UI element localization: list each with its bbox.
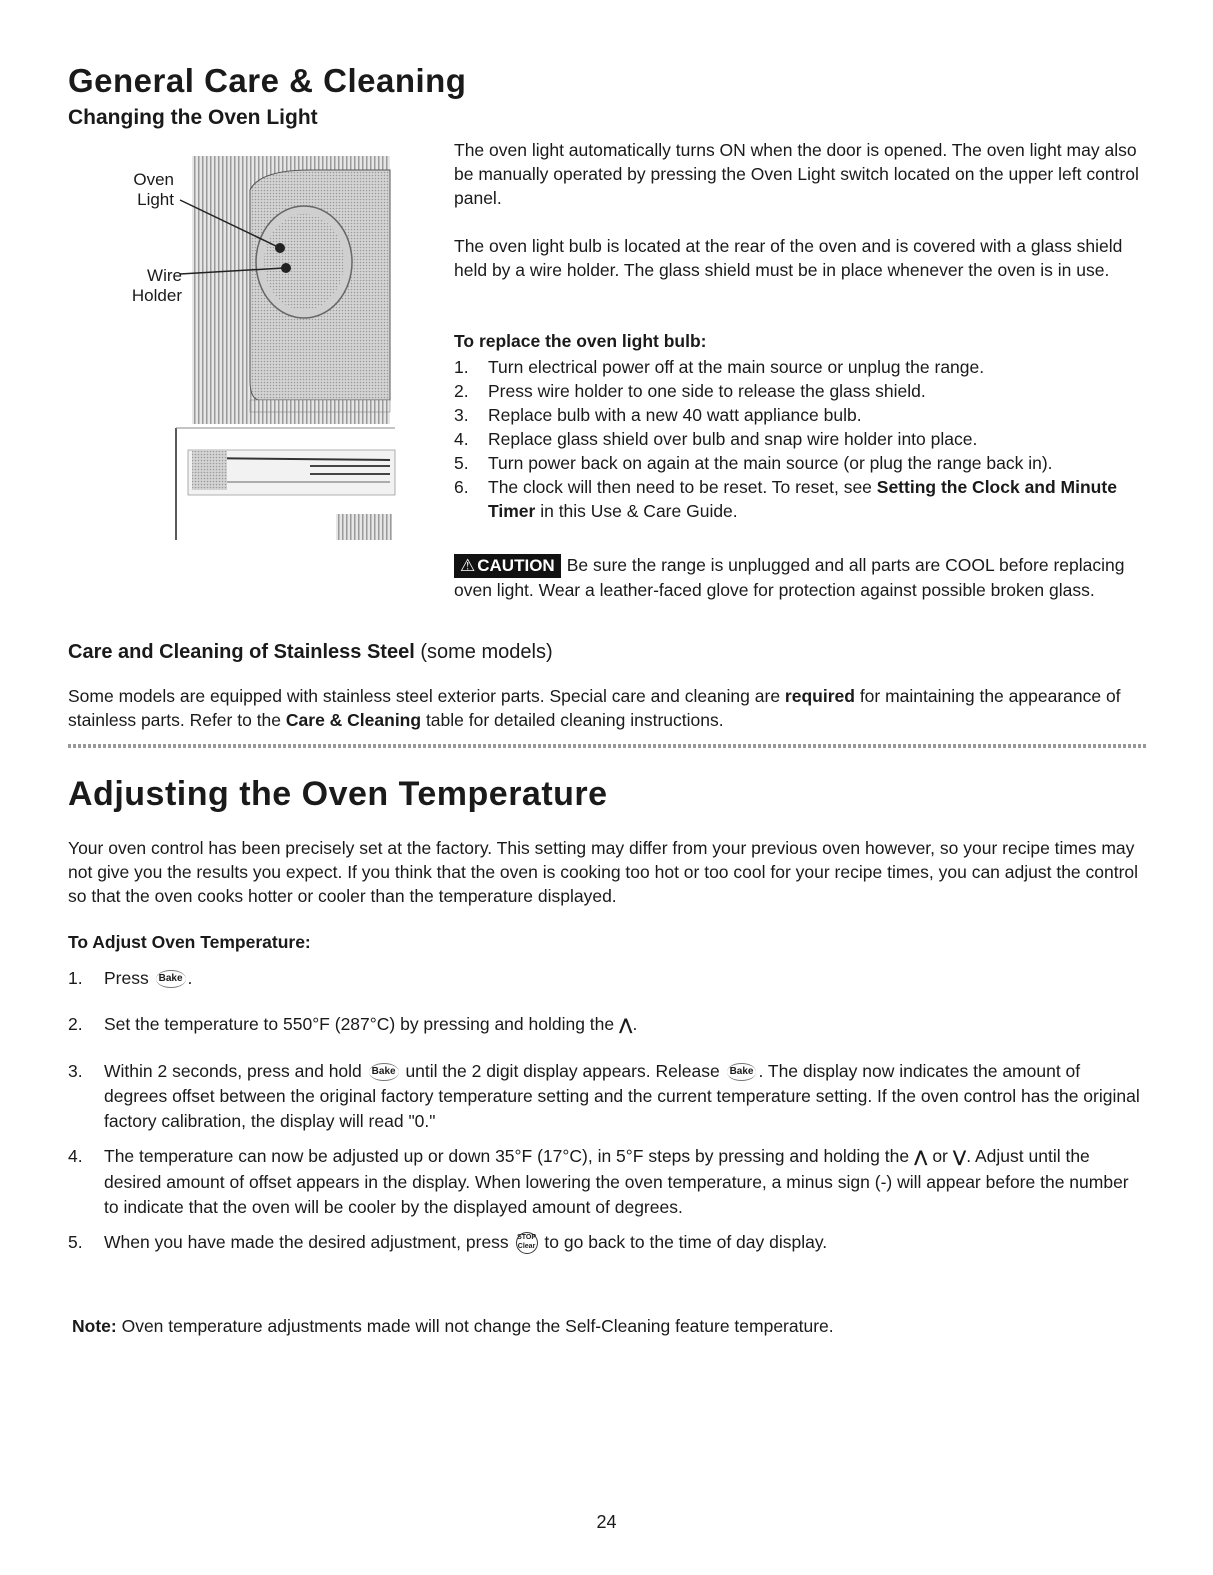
list-item: 6. The clock will then need to be reset. To reset, see Setting the Clock and Minute Timer in this Use & Care Guide.: [454, 477, 1117, 521]
down-arrow-key-icon: ⋁: [952, 1149, 967, 1166]
list-item: 1. Turn electrical power off at the main source or unplug the range.: [454, 357, 985, 377]
wire-holder-label: Wire Holder: [131, 266, 182, 305]
section-subtitle: Changing the Oven Light: [68, 106, 318, 129]
stop-clear-key-icon: STOP Clear: [516, 1232, 538, 1254]
adjust-temperature-steps: [68, 966, 1148, 1255]
oven-temperature-title: Adjusting the Oven Temperature: [68, 775, 608, 813]
list-item: 5. Turn power back on again at the main source (or plug the range back in).: [454, 453, 1053, 473]
list-item: 3. Within 2 seconds, press and hold Bake until the 2 digit display appears. Release Bake . The display now indicates the amount of degrees offset between the original factory temperature setting and the current temperature setting. If the oven control has the original factory calibration, the display will read "0.": [68, 1061, 1140, 1131]
list-item: 5. When you have made the desired adjustment, press STOP Clear to go back to the time of day display.: [68, 1230, 1148, 1255]
caution-badge: ⚠ CAUTION: [454, 554, 561, 578]
bake-key-icon: Bake: [369, 1063, 399, 1081]
oven-light-figure: [110, 150, 400, 542]
list-item: 4. The temperature can now be adjusted up or down 35°F (17°C), in 5°F steps by pressing and holding the ⋀ or ⋁. Adjust until the desired amount of offset appears in the display. When lowering the oven temperature, a minus sign (-) will appear before the number to indicate that the oven will be cooler by the displayed amount of degrees.: [68, 1146, 1129, 1217]
bake-key-icon: Bake: [727, 1063, 757, 1081]
oven-light-bulb-location: The oven light bulb is located at the rear of the oven and is covered with a glass shield held by a wire holder. The glass shield must be in place whenever the oven is in use.: [454, 236, 1123, 280]
warning-icon: ⚠: [460, 556, 476, 575]
up-arrow-key-icon: ⋀: [913, 1149, 928, 1166]
list-item: 1. Press Bake .: [68, 968, 193, 988]
stainless-steel-text: Some models are equipped with stainless steel exterior parts. Special care and cleaning are required for maintaining the appearance of stainless parts. Refer to the Care & Cleaning table for detailed cleaning instructions.: [68, 686, 1121, 730]
oven-temperature-intro: Your oven control has been precisely set at the factory. This setting may differ from your previous oven however, so your recipe times may not give you the results you expect. If you think that the oven is cooking too hot or too cool for your recipe times, you can adjust the control so that the oven cooks hotter or cooler than the temperature displayed.: [68, 838, 1139, 906]
adjust-temperature-heading: To Adjust Oven Temperature:: [68, 932, 311, 952]
oven-light-label: Oven Light: [133, 170, 174, 209]
bake-key-icon: Bake: [156, 970, 186, 988]
list-item: 2. Press wire holder to one side to release the glass shield.: [454, 381, 926, 401]
note-paragraph: Note: Oven temperature adjustments made will not change the Self-Cleaning feature temperature.: [72, 1316, 834, 1336]
oven-light-intro: The oven light automatically turns ON when the door is opened. The oven light may also be manually operated by pressing the Oven Light switch located on the upper left control panel.: [454, 140, 1139, 208]
caution-paragraph: ⚠ CAUTION Be sure the range is unplugged and all parts are COOL before replacing oven light. Wear a leather-faced glove for protection against possible broken glass.: [454, 555, 1125, 600]
list-item: 4. Replace glass shield over bulb and snap wire holder into place.: [454, 429, 978, 449]
list-item: 2. Set the temperature to 550°F (287°C) by pressing and holding the ⋀.: [68, 1014, 638, 1034]
stainless-steel-heading: Care and Cleaning of Stainless Steel (some models): [68, 641, 553, 663]
clock-guide-link-text: Setting the Clock and Minute Timer: [488, 477, 1117, 521]
list-item: 3. Replace bulb with a new 40 watt appliance bulb.: [454, 405, 862, 425]
replace-bulb-heading: To replace the oven light bulb:: [454, 331, 707, 351]
up-arrow-key-icon: ⋀: [619, 1017, 633, 1034]
page-number: 24: [596, 1512, 617, 1532]
replace-bulb-steps: [454, 355, 1154, 523]
page-title: General Care & Cleaning: [68, 62, 467, 99]
section-divider: [68, 744, 1146, 748]
